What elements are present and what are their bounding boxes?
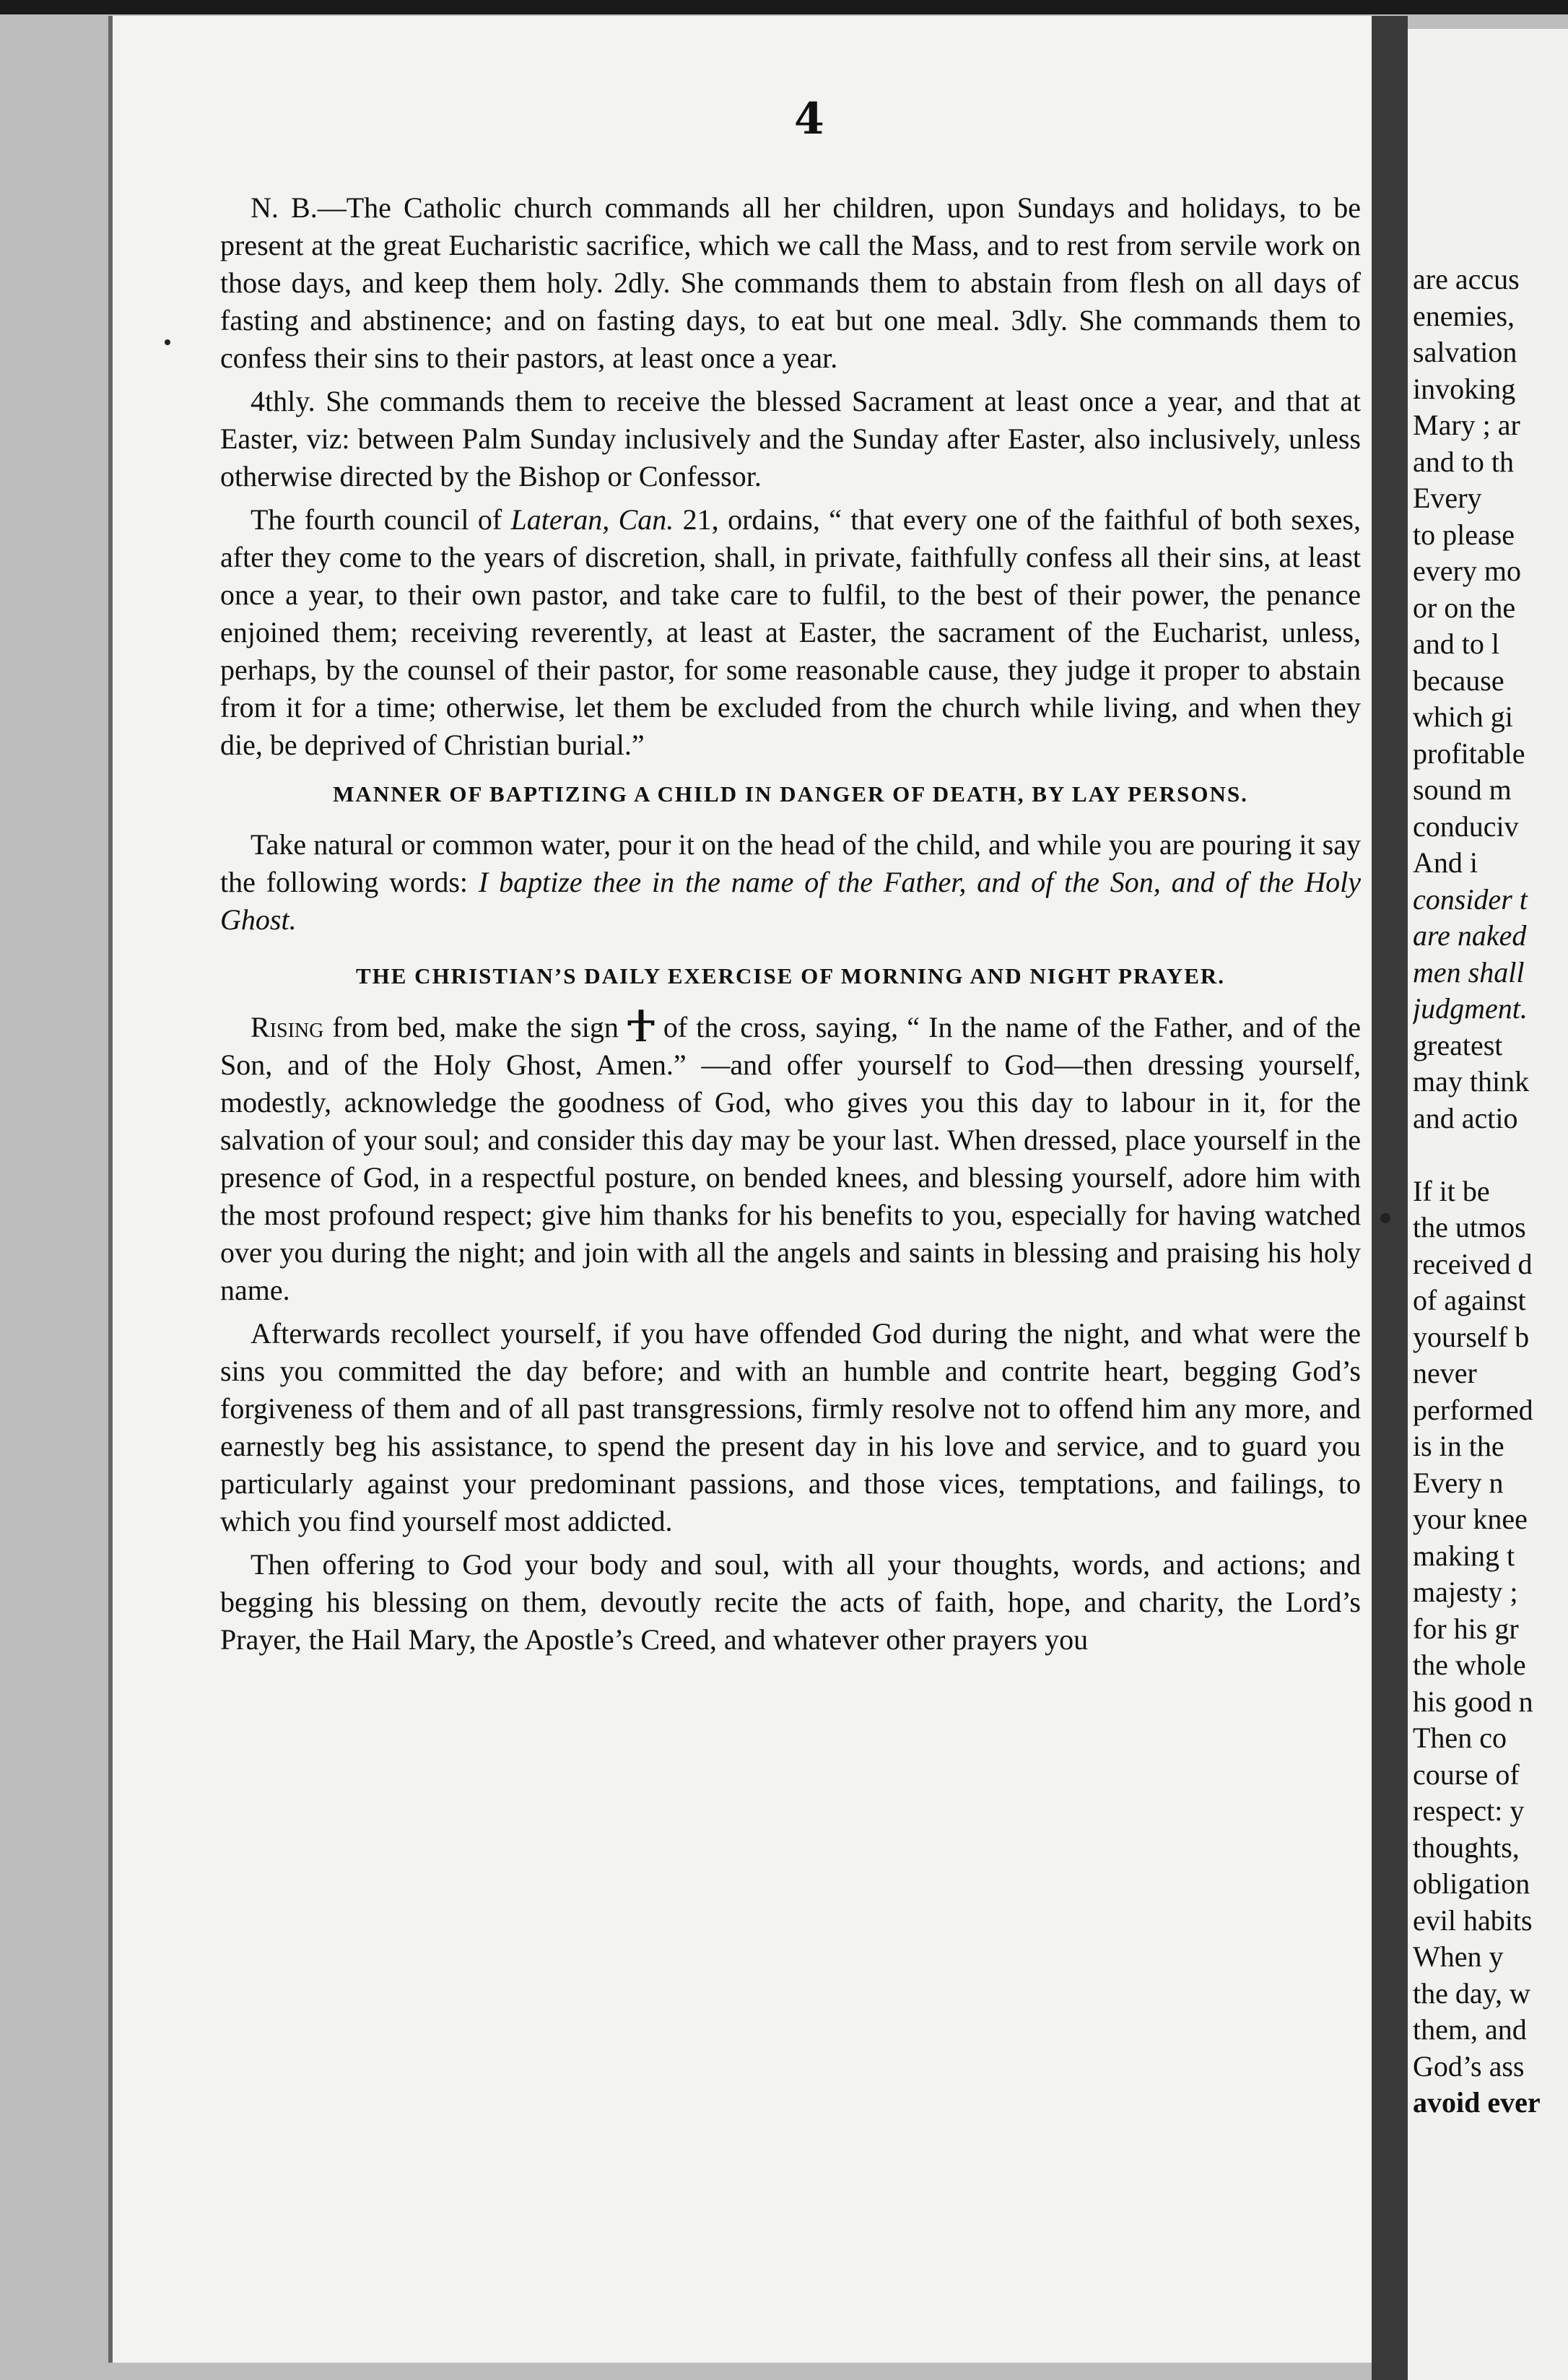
- right-page-line: or on the: [1413, 591, 1516, 624]
- right-page-line: Every n: [1413, 1466, 1504, 1499]
- right-page-line: are accus: [1413, 263, 1520, 295]
- right-page-line: Mary ; ar: [1413, 409, 1520, 441]
- right-page-line: judgment.: [1413, 992, 1528, 1025]
- rising-word: Rising: [251, 1011, 324, 1043]
- right-page-line: them, and: [1413, 2013, 1527, 2046]
- right-page-line: every mo: [1413, 555, 1521, 587]
- page-content: [220, 189, 1361, 1664]
- right-page-line: salvation: [1413, 336, 1517, 368]
- right-page-line: which gi: [1413, 700, 1513, 733]
- right-page-line: the whole: [1413, 1649, 1526, 1681]
- fourthly-paragraph: 4thly. She commands them to receive the blessed Sacrament at least once a year, and that at Easter, viz: between Palm Sunday inclusively and the Sunday after Easter, also inclusively, unless otherwise directed by the Bishop or Confessor.: [220, 385, 1361, 492]
- right-page-line: and to l: [1413, 627, 1499, 660]
- right-page-line: may think: [1413, 1065, 1530, 1098]
- right-page-line: conduciv: [1413, 809, 1519, 843]
- baptism-formula: I baptize thee in the name of the Father, and of the Son, and of the Holy Ghost.: [220, 866, 1361, 936]
- right-page-text: [1413, 261, 1568, 2121]
- right-page-line: course of: [1413, 1758, 1520, 1791]
- right-page-line: and actio: [1413, 1101, 1518, 1134]
- nb-paragraph: N. B.—The Catholic church commands all her children, upon Sundays and holidays, to be present at the great Eucharistic sacrifice, which we call the Mass, and to rest from servile work on those days, and keep them holy. 2dly. She commands them to abstain from flesh on all days of fasting and abstinence; and on fasting days, to eat but one meal. 3dly. She commands them to confess their sins to their pastors, at least once a year.: [220, 191, 1361, 374]
- right-page-line: your knee: [1413, 1503, 1528, 1535]
- right-page-line: If it be: [1413, 1174, 1490, 1207]
- right-page-line: because: [1413, 664, 1504, 697]
- scan-border: [0, 0, 1568, 14]
- right-page-line: consider t: [1413, 882, 1528, 916]
- right-page-line: to please: [1413, 518, 1515, 551]
- right-page-line: When y: [1413, 1940, 1504, 1973]
- sign-of-cross-icon: [624, 1008, 658, 1041]
- right-page-line: evil habits: [1413, 1903, 1533, 1937]
- right-page-line: profitable: [1413, 737, 1525, 770]
- rising-paragraph: [220, 1008, 1361, 1309]
- right-page-line: greatest: [1413, 1028, 1503, 1061]
- right-page-line: the day, w: [1413, 1976, 1530, 2010]
- offering-paragraph: Then offering to God your body and soul, with all your thoughts, words, and actions; and begging his blessing on them, devoutly recite the acts of faith, hope, and charity, the Lord’s Prayer, the Hail Mary, the Apostle’s Creed, and whatever other prayers you: [220, 1548, 1361, 1656]
- right-page-line: performed: [1413, 1393, 1533, 1426]
- right-page-line: [1413, 1137, 1568, 1173]
- right-page-line: the utmos: [1413, 1211, 1526, 1243]
- baptism-heading: MANNER OF BAPTIZING A CHILD IN DANGER OF DEATH, BY LAY PERSONS.: [333, 781, 1248, 807]
- right-page-line: men shall: [1413, 955, 1525, 989]
- right-page-line: thoughts,: [1413, 1830, 1520, 1864]
- right-page-line: respect: y: [1413, 1794, 1525, 1827]
- right-page-line: obligation: [1413, 1867, 1530, 1900]
- right-page-line: is in the: [1413, 1430, 1504, 1462]
- daily-exercise-heading: THE CHRISTIAN’S DAILY EXERCISE OF MORNING AND NIGHT PRAYER.: [355, 963, 1226, 989]
- right-page-line: And i: [1413, 846, 1478, 879]
- margin-mark: [165, 339, 170, 345]
- right-page-line: making t: [1413, 1539, 1515, 1572]
- baptism-paragraph: [220, 826, 1361, 939]
- right-page-line: for his gr: [1413, 1612, 1519, 1645]
- right-page-line: sound m: [1413, 773, 1512, 806]
- lateran-paragraph: [220, 501, 1361, 764]
- book-spine: [1372, 16, 1408, 2380]
- lateran-text: 21, ordains, “ that every one of the faithful of both sexes, after they come to the years of discretion, shall, in private, faithfully confess all their sins, at least once a year, to their own pastor, and take care to fulfil, to the best of their power, the penance enjoined them; receiving reverently, at least at Easter, the sacrament of the Eucharist, unless, perhaps, by the counsel of their pastor, for some reasonable cause, they judge it proper to abstain from it for a time; otherwise, let them be excluded from the church while living, and when they die, be deprived of Christian burial.”: [220, 503, 1361, 761]
- lateran-pre: The fourth council of: [251, 503, 511, 536]
- right-page-line: invoking: [1413, 372, 1516, 405]
- right-page-line: enemies,: [1413, 299, 1515, 332]
- rising-text-b: of the cross, saying, “ In the name of the Father, and of the Son, and of the Holy Ghost, Amen.” —and offer yourself to God—then dressing yourself, modestly, acknowledge the goodness of God, who gives you this day to labour in it, for the salvation of your soul; and consider this day may be your last. When dressed, place yourself in the presence of God, in a respectful posture, on bended knees, and blessing yourself, adore him with the most profound respect; give him thanks for his benefits to you, especially for having watched over you during the night; and join with all the angels and saints in blessing and praising his holy name.: [220, 1011, 1361, 1306]
- lateran-canon: Lateran, Can.: [510, 503, 674, 536]
- baptism-text: Take natural or common water, pour it on the head of the child, and while you are pouring it say the following words:: [220, 828, 1361, 898]
- margin-mark: [1380, 1213, 1390, 1223]
- right-page-line: majesty ;: [1413, 1576, 1518, 1608]
- right-page-line: and to th: [1413, 445, 1514, 478]
- right-page-line: received d: [1413, 1247, 1533, 1280]
- right-page-line: yourself b: [1413, 1320, 1530, 1353]
- afterwards-paragraph: Afterwards recollect yourself, if you have offended God during the night, and what were the sins you committed the day before; and with an humble and contrite heart, begging God’s forgiveness of them and of all past transgressions, firmly resolve not to offend him any more, and earnestly beg his assistance, to spend the present day in his love and service, and to guard you particularly against your predominant passions, and those vices, temptations, and failings, to which you find yourself most addicted.: [220, 1317, 1361, 1537]
- right-page-line: never: [1413, 1357, 1477, 1389]
- right-page-line: Then co: [1413, 1721, 1507, 1754]
- right-page-line: God’s ass: [1413, 2049, 1525, 2082]
- page-number: 4: [794, 94, 824, 144]
- right-page-line: of against: [1413, 1284, 1526, 1316]
- right-page-line: are naked: [1413, 919, 1527, 952]
- rising-text-a: from bed, make the sign: [323, 1011, 619, 1043]
- right-page-line: his good n: [1413, 1685, 1533, 1718]
- right-page-line: Every: [1413, 482, 1482, 514]
- right-page-line: avoid ever: [1413, 2086, 1541, 2119]
